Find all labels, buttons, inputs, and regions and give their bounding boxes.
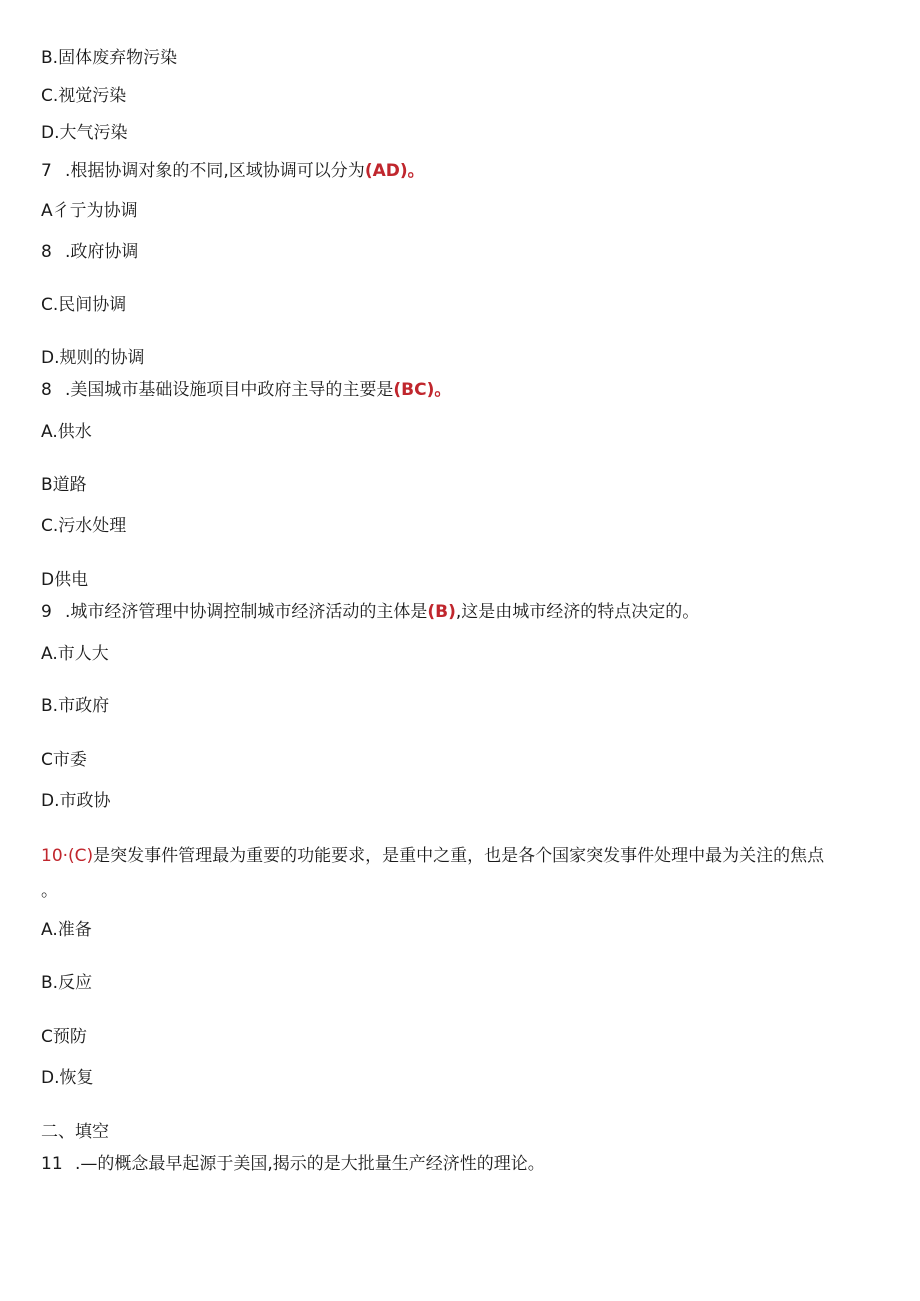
option-d-q6: D.大气污染 [41, 123, 128, 143]
question-number: 7 [41, 161, 52, 181]
question-text: .根据协调对象的不同,区域协调可以分为 [65, 161, 365, 181]
question-10-continuation: 。 [41, 881, 58, 901]
option-a-q9: A.市人大 [41, 644, 109, 664]
section-heading-fill-in: 二、填空 [41, 1122, 109, 1142]
option-c-q6: C.视觉污染 [41, 86, 127, 106]
question-11 [41, 1153, 545, 1175]
question-8 [41, 379, 451, 401]
option-a-q10: A.准备 [41, 920, 92, 940]
question-number: 8 [41, 380, 52, 400]
question-10 [41, 845, 824, 867]
option-c-q10: C预防 [41, 1027, 87, 1047]
question-9 [41, 601, 699, 623]
option-d-q10: D.恢复 [41, 1068, 94, 1088]
option-a-q8: A.供水 [41, 422, 92, 442]
option-b-q10: B.反应 [41, 973, 93, 993]
answer-text: (B) [427, 602, 456, 622]
question-text: .城市经济管理中协调控制城市经济活动的主体是 [65, 602, 428, 622]
question-7 [41, 160, 425, 182]
answer-text: (BC)。 [393, 380, 452, 400]
question-text: 是突发事件管理最为重要的功能要求，是重中之重，也是各个国家突发事件处理中最为关注的焦点 [93, 846, 825, 866]
question-number: 9 [41, 602, 52, 622]
answer-text: 10·(C) [41, 846, 94, 866]
question-text: .—的概念最早起源于美国,揭示的是大批量生产经济性的理论。 [75, 1154, 545, 1174]
option-d-q9: D.市政协 [41, 791, 111, 811]
option-b-q8: B道路 [41, 475, 87, 495]
option-d-q7: D.规则的协调 [41, 348, 145, 368]
option-c-q7: C.民间协调 [41, 295, 127, 315]
option-b-q9: B.市政府 [41, 696, 110, 716]
question-number: 11 [41, 1154, 63, 1174]
option-c-q8: C.污水处理 [41, 516, 127, 536]
answer-text: (AD)。 [364, 161, 425, 181]
option-b-q6: B.固体废弃物污染 [41, 48, 178, 68]
option-b-q7: 8 .政府协调 [41, 242, 139, 262]
option-d-q8: D供电 [41, 570, 89, 590]
option-a-q7: A彳亍为协调 [41, 201, 138, 221]
question-text-after: ,这是由城市经济的特点决定的。 [455, 602, 700, 622]
question-text: .美国城市基础设施项目中政府主导的主要是 [65, 380, 394, 400]
option-c-q9: C市委 [41, 750, 87, 770]
